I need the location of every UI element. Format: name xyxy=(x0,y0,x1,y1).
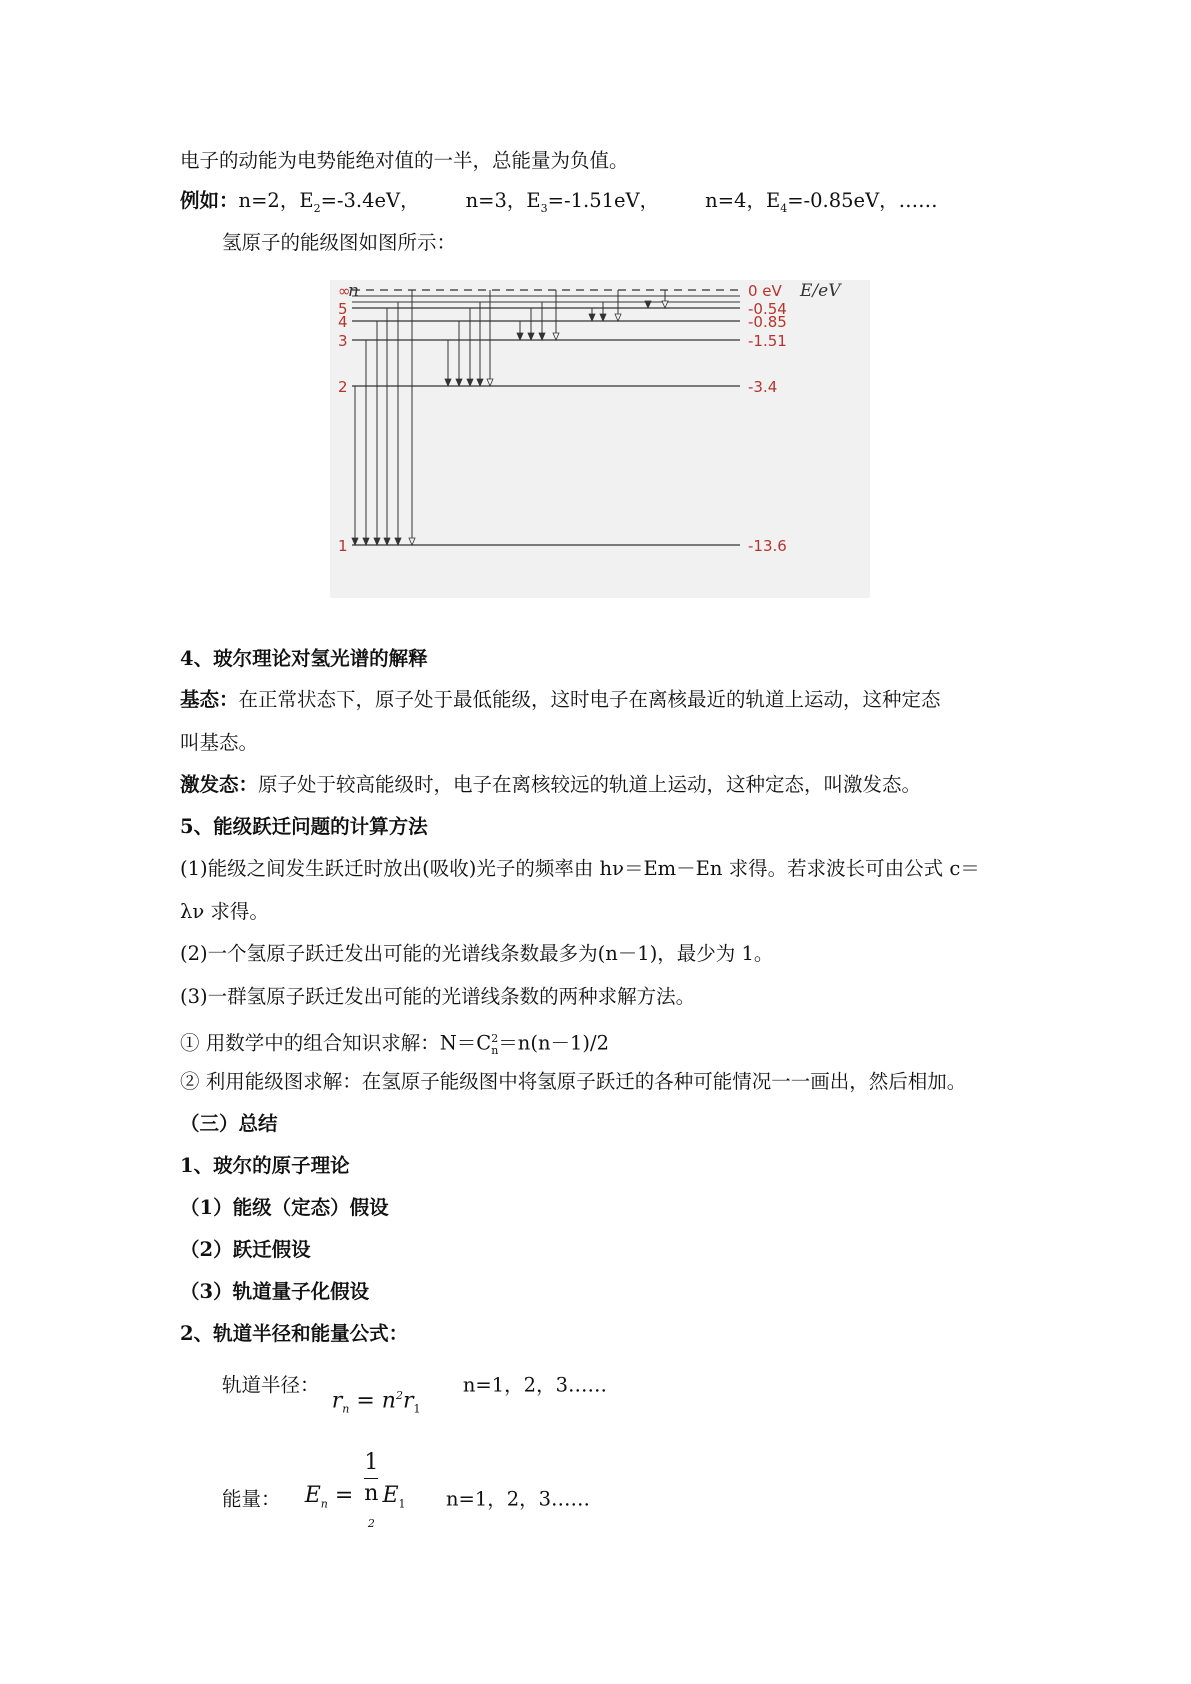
calc-method-1: (1)能级之间发生跃迁时放出(吸收)光子的频率由 hν＝Em－En 求得。若求波长可由公式 c＝ xyxy=(180,857,980,880)
summary-item-1c: （3）轨道量子化假设 xyxy=(180,1280,370,1303)
diagram-intro: 氢原子的能级图如图所示： xyxy=(222,231,457,254)
level-n-label: 4 xyxy=(338,313,348,331)
energy-label: 能量： xyxy=(222,1487,281,1511)
level-energy-label: -3.4 xyxy=(748,378,778,396)
ground-state-text-cont: 叫基态。 xyxy=(180,731,259,754)
level-n-label: 1 xyxy=(338,537,348,555)
ground-state-label: 基态： xyxy=(180,688,239,711)
radius-formula: $r_n = n^2r_1$ xyxy=(331,1388,421,1416)
combination-method: ① 用数学中的组合知识求解：$N=C^2_n=n(n-1)/2$ xyxy=(180,1031,609,1058)
level-n-label: 2 xyxy=(338,378,348,396)
example-line xyxy=(180,188,938,222)
energy-level-diagram xyxy=(330,280,870,598)
level-energy-label: -13.6 xyxy=(748,537,787,555)
summary-item-1: 1、玻尔的原子理论 xyxy=(180,1154,350,1177)
heading-summary: （三）总结 xyxy=(180,1112,278,1135)
radius-n-values: n=1，2，3…… xyxy=(462,1373,607,1397)
radius-label: 轨道半径： xyxy=(222,1373,320,1397)
ground-state-line xyxy=(180,687,941,713)
example-n4: n=4，$E_4=-0.85eV$，…… xyxy=(705,189,938,215)
level-energy-label: -1.51 xyxy=(748,332,787,350)
ground-state-text: 在正常状态下，原子处于最低能级，这时电子在离核最近的轨道上运动，这种定态 xyxy=(238,688,941,711)
summary-item-1a: （1）能级（定态）假设 xyxy=(180,1196,389,1219)
calc-method-3: (3)一群氢原子跃迁发出可能的光谱线条数的两种求解方法。 xyxy=(180,985,696,1008)
level-energy-label: -0.85 xyxy=(748,313,787,331)
diagram-energy-unit-label: E/eV xyxy=(800,281,841,301)
radius-formula-line xyxy=(222,1367,607,1416)
diagram-background xyxy=(330,280,870,598)
energy-n-values: n=1，2，3…… xyxy=(445,1487,591,1511)
paragraph-kinetic-energy: 电子的动能为电势能绝对值的一半，总能量为负值。 xyxy=(180,149,629,172)
heading-section-4: 4、玻尔理论对氢光谱的解释 xyxy=(180,647,428,670)
example-n3: n=3，$E_3=-1.51eV$， xyxy=(465,189,660,215)
diagram-method: ② 利用能级图求解：在氢原子能级图中将氢原子跃迁的各种可能情况一一画出，然后相加。 xyxy=(180,1070,967,1093)
level-n-label: 3 xyxy=(338,332,348,350)
heading-section-5: 5、能级跃迁问题的计算方法 xyxy=(180,815,428,838)
level-n-label: 5 xyxy=(338,300,348,318)
excited-state-label: 激发态： xyxy=(180,773,259,796)
calc-method-1-cont: λν 求得。 xyxy=(180,900,269,923)
diagram-n-axis-label: n xyxy=(348,281,359,301)
energy-formula: $E_n$ = 1 n $^2$ $E_1$ xyxy=(305,1448,406,1544)
example-n2: n=2，$E_2=-3.4eV$， xyxy=(238,189,420,215)
summary-item-2: 2、轨道半径和能量公式： xyxy=(180,1322,409,1345)
example-label: 例如： xyxy=(180,189,239,212)
calc-method-2: (2)一个氢原子跃迁发出可能的光谱线条数最多为(n－1)，最少为 1。 xyxy=(180,942,774,965)
excited-state-text: 原子处于较高能级时，电子在离核较远的轨道上运动，这种定态，叫激发态。 xyxy=(258,773,922,796)
summary-item-1b: （2）跃迁假设 xyxy=(180,1238,311,1261)
level-energy-label: 0 eV xyxy=(748,282,782,300)
level-energy-label: -0.54 xyxy=(748,300,787,318)
excited-state-line xyxy=(180,772,921,798)
energy-formula-line xyxy=(222,1452,590,1548)
level-n-label: ∞ xyxy=(338,282,351,300)
